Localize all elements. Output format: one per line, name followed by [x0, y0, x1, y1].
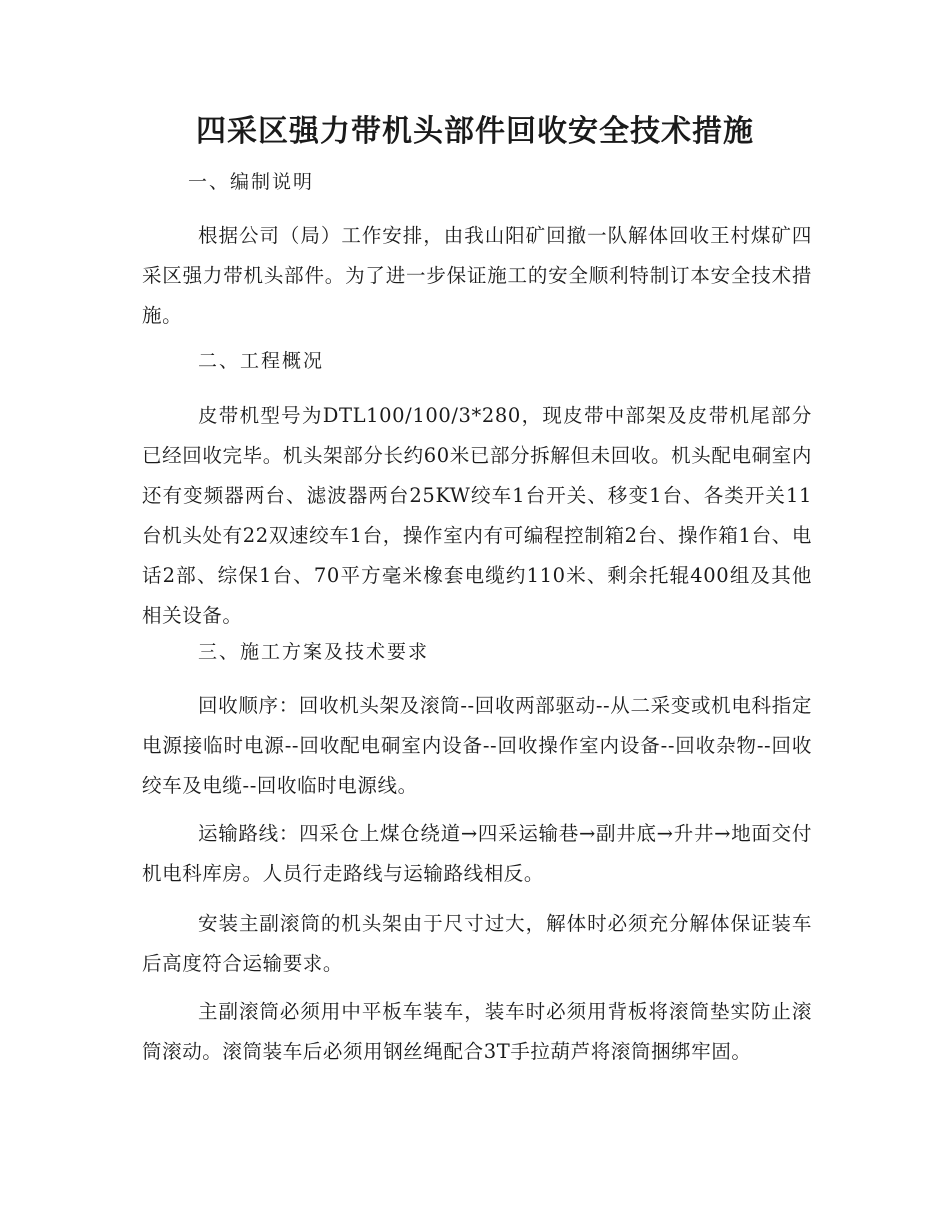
- section-heading-project-overview: 二、工程概况: [198, 350, 325, 372]
- paragraph-project-overview: 皮带机型号为DTL100/100/3*280，现皮带中部架及皮带机尾部分已经回收完毕。机头架部分长约60米已部分拆解但未回收。机头配电硐室内还有变频器两台、滤波器两台25KW绞车1台开关、移变1台、各类开关11台机头处有22双速绞车1台，操作室内有可编程控制箱2台、操作箱1台、电话2部、综保1台、70平方毫米橡套电缆约110米、剩余托辊400组及其他相关设备。: [142, 404, 812, 627]
- paragraph-recovery-order: 回收顺序：回收机头架及滚筒--回收两部驱动--从二采变或机电科指定电源接临时电源--回收配电硐室内设备--回收操作室内设备--回收杂物--回收绞车及电缆--回收临时电源线。: [142, 694, 812, 797]
- section-heading-compilation-notes: 一、编制说明: [188, 171, 315, 193]
- document-title: 四采区强力带机头部件回收安全技术措施: [196, 114, 754, 149]
- paragraph-drum-loading: 主副滚筒必须用中平板车装车，装车时必须用背板将滚筒垫实防止滚筒滚动。滚筒装车后必须用钢丝绳配合3T手拉葫芦将滚筒捆绑牢固。: [142, 1000, 812, 1063]
- paragraph-compilation-notes: 根据公司（局）工作安排，由我山阳矿回撤一队解体回收王村煤矿四采区强力带机头部件。为了进一步保证施工的安全顺利特制订本安全技术措施。: [142, 224, 812, 327]
- paragraph-frame-disassembly: 安装主副滚筒的机头架由于尺寸过大，解体时必须充分解体保证装车后高度符合运输要求。: [142, 912, 812, 975]
- section-heading-construction-plan: 三、施工方案及技术要求: [198, 641, 430, 663]
- paragraph-transport-route: 运输路线：四采仓上煤仓绕道→四采运输巷→副井底→升井→地面交付机电科库房。人员行走路线与运输路线相反。: [142, 822, 812, 885]
